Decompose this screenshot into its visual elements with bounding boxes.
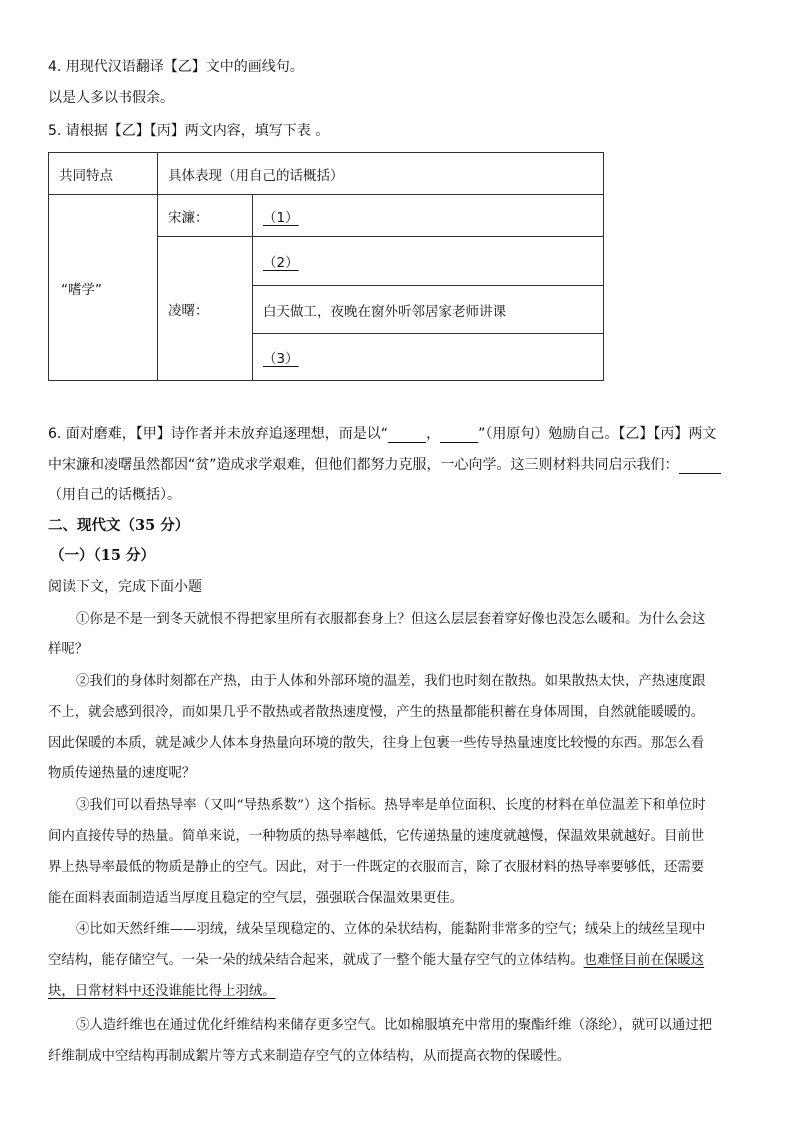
passage-p3-line1: ③我们可以看热导率（又叫“导热系数”）这个指标。热导率是单位面积、长度的材料在单位温差下和单位时 (76, 798, 706, 813)
passage-p3-line2: 间内直接传导的热量。简单来说，一种物质的热导率越低，它传递热量的速度就越慢，保温效果就越好。目前世 (48, 829, 705, 844)
passage-p4-line1: ④比如天然纤维——羽绒，绒朵呈现稳定的、立体的朵状结构，能黏附非常多的空气；绒朵上的绒丝呈现中 (76, 922, 706, 937)
underlined-sentence-part2: 块，日常材料中还没谁能比得上羽绒。 (48, 984, 276, 999)
passage-p2-line4: 物质传递热量的速度呢？ (48, 766, 196, 781)
answer-blank-2[interactable] (440, 426, 478, 443)
question-6-line3: （用自己的话概括）。 (48, 487, 181, 503)
question-6-line2 (48, 454, 721, 474)
question-4-sentence: 以是人多以书假余。 (48, 90, 174, 106)
table-header-details: 具体表现（用自己的话概括） (158, 153, 604, 195)
passage-p2-line2: 不上，就会感到很冷，而如果几乎不散热或者散热速度慢，产生的热量都能积蓄在身体周围，自然就能暖暖的。 (48, 705, 705, 720)
answer-table (48, 152, 604, 381)
table-header-feature: 共同特点 (49, 153, 158, 195)
subsection-title: （一）（15 分） (50, 547, 155, 564)
underlined-sentence-part1: 也难怪目前在保暖这 (583, 953, 705, 968)
question-6-text-c: 中宋濂和凌曙虽然都因“贫”造成求学艰难，但他们都努力克服，一心向学。这三则材料共同启示我们： (48, 457, 679, 473)
passage-p1-line1: ①你是不是一到冬天就恨不得把家里所有衣服都套身上？但这么层层套着穿好像也没怎么暖和。为什么会这 (76, 612, 706, 627)
question-6-sep: ， (426, 426, 441, 442)
question-5-prompt: 5. 请根据【乙】【丙】两文内容，填写下表 。 (48, 123, 330, 139)
table-cell-feature: “嗜学” (49, 195, 158, 381)
reading-instruction: 阅读下文，完成下面小题 (48, 579, 202, 595)
table-cell-blank-1 (253, 195, 604, 237)
blank-2[interactable]: （2） (263, 255, 299, 271)
passage-p2-line3: 因此保暖的本质，就是减少人体本身热量向环境的散失，往身上包裹一些传导热量速度比较慢的东西。那怎么看 (48, 736, 705, 751)
answer-blank-3[interactable] (679, 457, 721, 474)
table-cell-person-songlian: 宋濂： (158, 195, 253, 237)
answer-blank-1[interactable] (388, 426, 426, 443)
question-4-prompt: 4. 用现代汉语翻译【乙】文中的画线句。 (48, 59, 304, 75)
passage-p1-line2: 样呢？ (48, 642, 89, 657)
passage-p4-line2 (48, 949, 704, 968)
passage-p5-line1: ⑤人造纤维也在通过优化纤维结构来储存更多空气。比如棉服填充中常用的聚酯纤维（涤纶），就可以通过把 (76, 1018, 713, 1033)
passage-p5-line2: 纤维制成中空结构再制成絮片等方式来制造存空气的立体结构，从而提高衣物的保暖性。 (48, 1049, 571, 1064)
table-cell-blank-2 (253, 237, 604, 286)
passage-p3-line4: 能在面料表面制造适当厚度且稳定的空气层，强强联合保温效果更佳。 (48, 891, 464, 906)
table-cell-person-lingshu: 凌曙： (158, 237, 253, 381)
question-6-text-b: ”（用原句）勉励自己。【乙】【丙】两文 (478, 426, 717, 442)
blank-3[interactable]: （3） (263, 351, 299, 367)
blank-1[interactable]: （1） (263, 209, 299, 226)
table-cell-daytime-work: 白天做工，夜晚在窗外听邻居家老师讲课 (253, 286, 604, 334)
passage-p2-line1: ②我们的身体时刻都在产热，由于人体和外部环境的温差，我们也时刻在散热。如果散热太快，产热速度跟 (76, 674, 706, 689)
passage-p3-line3: 界上热导率最低的物质是静止的空气。因此，对于一件既定的衣服而言，除了衣服材料的热导率要够低，还需要 (48, 860, 705, 875)
question-6-text-a: 6. 面对磨难，【甲】诗作者并未放弃追逐理想，而是以“ (48, 426, 389, 442)
question-6-line1 (48, 423, 716, 443)
section-title: 二、现代文（35 分） (48, 517, 190, 534)
passage-p4-line2-plain: 空结构，能存储空气。一朵一朵的绒朵结合起来，就成了一整个能大量存空气的立体结构。 (48, 953, 584, 968)
table-cell-blank-3 (253, 334, 604, 381)
